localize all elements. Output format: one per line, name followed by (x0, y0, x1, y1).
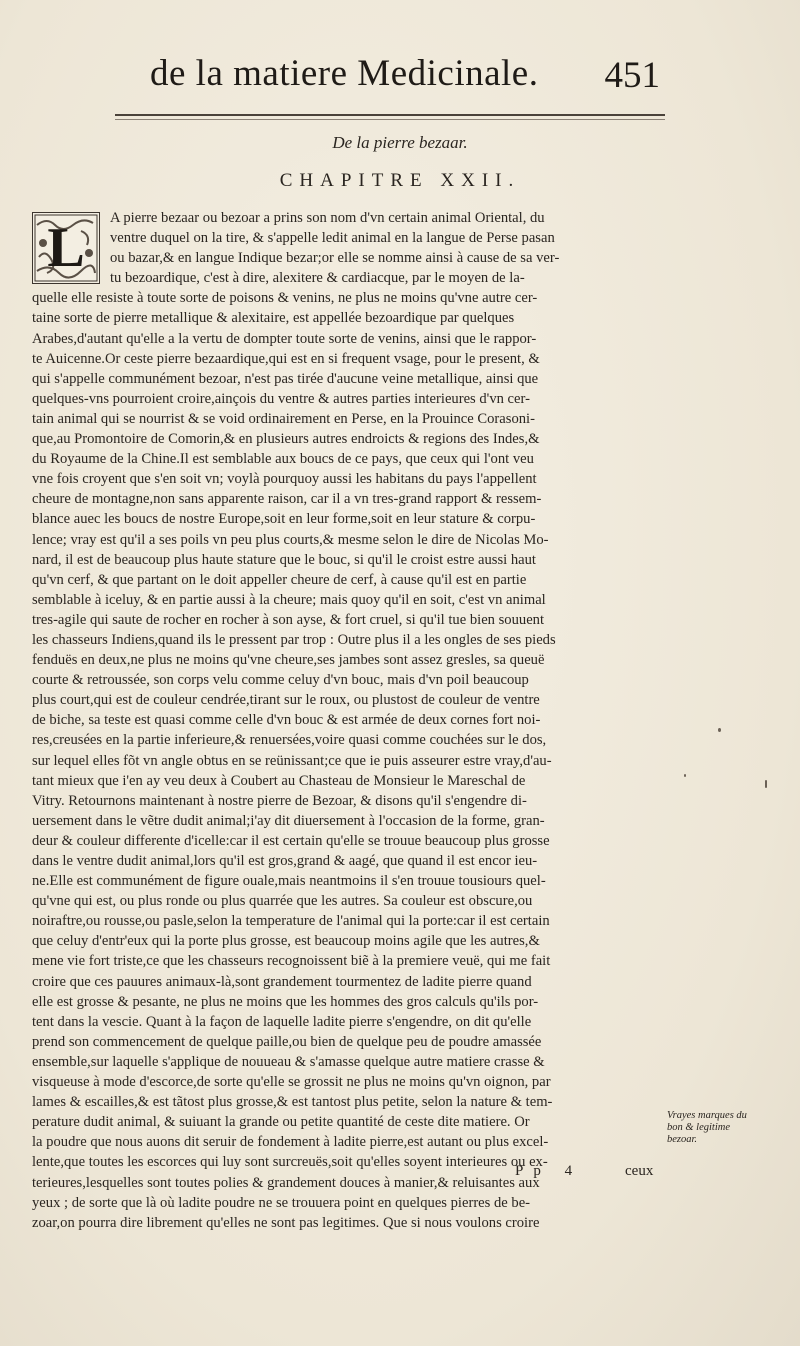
text-line: terieures,lesquelles sont toutes polies & grandement douces à manier,& reluisantes aux (32, 1174, 540, 1191)
text-line: uersement dans le vẽtre dudit animal;i'ay dit diuersement à l'occasion de la forme, gran- (32, 812, 545, 829)
drop-cap-letter: L (47, 217, 85, 279)
text-line: tu bezoardique, c'est à dire, alexitere & cardiacque, par le moyen de la- (110, 270, 525, 287)
text-line: noiraftre,ou rousse,ou pasle,selon la temperature de l'animal qui la porte:car il est certain (32, 913, 550, 930)
text-line: les chasseurs Indiens,quand ils le pressent par trop : Outre plus il a les ongles de ses pieds (32, 631, 556, 648)
text-line: lames & escailles,& est tãtost plus grosse,& est tantost plus petite, selon la nature & tem- (32, 1094, 553, 1111)
text-line: nard, il est de beaucoup plus haute stature que le bouc, si qu'il le croist estre aussi haut (32, 551, 536, 568)
page-number: 451 (604, 55, 660, 96)
text-line: Arabes,d'autant qu'elle a la vertu de dompter toute sorte de venins, ainsi que le rappor- (32, 330, 537, 347)
text-line: qu'vn cerf, & que partant on le doit appeller cheure de cerf, à cause qu'il est en partie (32, 571, 527, 588)
text-line: du Royaume de la Chine.Il est semblable aux boucs de ce pays, que ceux qui l'ont veu (32, 451, 534, 468)
text-line: deur & couleur differente d'icelle:car il est certain qu'elle se trouue beaucoup plus grosse (32, 832, 550, 849)
text-line: qui s'appelle communément bezoar, n'est pas tirée d'aucune veine metallique, ainsi que (32, 370, 539, 387)
text-line: sur lequel elles fõt vn angle obtus en se reünissant;ce que ie puis asseurer estre vray,d'au- (32, 752, 552, 769)
text-line: yeux ; de sorte que là où ladite poudre ne se trouuera point en quelques pierres de be- (32, 1194, 531, 1211)
text-line: ou bazar,& en langue Indique bezar;or elle se nomme ainsi à cause de sa ver- (110, 250, 560, 267)
running-title: de la matiere Medicinale. (150, 53, 539, 94)
text-line: Vitry. Retournons maintenant à nostre pierre de Bezoar, & disons qu'il s'engendre di- (32, 792, 527, 809)
text-line: croire que ces pauures animaux-là,sont grandement tourmentez de ladite pierre quand (32, 973, 532, 990)
catchword: ceux (625, 1163, 654, 1179)
text-line: que celuy d'entr'eux qui la porte plus grosse, est beaucoup moins agile que les autres,& (32, 933, 540, 950)
text-line: courte & retroussée, son corps velu comme celuy d'vn bouc, mais d'vn poil beaucoup (32, 672, 529, 689)
header-rule (115, 114, 665, 120)
text-line: ne.Elle est communément de figure ouale,mais neantmoins il s'en trouue tousiours quel- (32, 873, 546, 890)
paper-speck (684, 774, 686, 777)
text-line: plus court,qui est de couleur cendrée,tirant sur le roux, ou plustost de couleur de ventre (32, 692, 540, 709)
section-title: De la pierre bezaar. (332, 133, 468, 152)
text-line: lente,que toutes les escorces qui luy sont surcreuës,soit qu'elles soyent interieures ou ex- (32, 1154, 548, 1171)
chapter-heading: CHAPITRE XXII. (279, 170, 521, 191)
text-line: tant mieux que i'en ay veu deux à Coubert au Chasteau de Monsieur le Mareschal de (32, 772, 526, 789)
text-line: lence; vray est qu'il a ses poils vn peu plus courts,& mesme selon le dire de Nicolas Mo- (32, 531, 549, 548)
signature-mark: Pp 4 (515, 1163, 583, 1179)
text-line: de biche, sa teste est quasi comme celle d'vn bouc & est armée de deux cornes fort noi- (32, 712, 541, 729)
text-line: elle est grosse & pesante, ne plus ne moins que les hommes des gros calculs qu'ils por- (32, 993, 539, 1010)
text-line: blance auec les boucs de nostre Europe,soit en leur forme,soit en leur stature & corpu- (32, 511, 536, 528)
text-line: te Auicenne.Or ceste pierre bezaardique,qui est en si frequent vsage, pour le present, & (32, 350, 540, 367)
paper-speck (765, 780, 767, 788)
text-line: A pierre bezaar ou bezoar a prins son nom d'vn certain animal Oriental, du (110, 210, 545, 226)
text-line: fenduës en deux,ne plus ne moins qu'vne cheure,ses jambes sont assez gresles, sa queuë (32, 652, 545, 669)
text-line: taine sorte de pierre metallique & alexitaire, est appellée bezoardique par quelques (32, 310, 515, 327)
paper-speck (718, 728, 721, 732)
text-line: quelques-vns pourroient croire,ainçois du ventre & autres parties interieures d'vn cer- (32, 390, 530, 407)
text-line: ensemble,sur laquelle s'applique de nouueau & s'amasse quelque autre matiere crasse & (32, 1053, 545, 1070)
text-line: la poudre que nous auons dit seruir de fondement à ladite pierre,est autant ou plus excel- (32, 1134, 549, 1151)
text-line: qu'vne qui est, ou plus ronde ou plus quarrée que les autres. Sa couleur est obscure,ou (32, 893, 533, 910)
text-line: vne fois croyent que s'en soit vn; voylà pourquoy aussi les habitans du pays l'appellent (32, 471, 537, 488)
text-line: cheure de montagne,non sans apparente raison, car il a vn tres-grand rapport & ressem- (32, 491, 542, 508)
text-line: zoar,on pourra dire librement qu'elles ne sont pas legitimes. Que si nous voulons croire (32, 1214, 540, 1231)
text-line: tent dans la vescie. Quant à la façon de laquelle ladite pierre s'engendre, on dit qu'elle (32, 1013, 532, 1030)
text-line: prend son commencement de quelque paille,ou bien de quelque peu de poudre amassée (32, 1033, 542, 1050)
text-line: dans le ventre dudit animal,lors qu'il est gros,grand & aagé, que quand il est encor ieu- (32, 853, 538, 869)
text-line: res,creusées en la partie inferieure,& renuersées,voire quasi comme couchées sur le dos, (32, 732, 547, 749)
body-text (32, 208, 662, 1233)
text-line: tain animal qui se nourrist & se void ordinairement en Perse, en la Prouince Corasoni- (32, 410, 535, 427)
text-line: que,au Promontoire de Comorin,& en plusieurs autres endroicts & regions des Indes,& (32, 431, 540, 448)
text-line: mene vie fort triste,ce que les chasseurs recognoissent biẽ à la premiere veuë, qui me fait (32, 953, 551, 970)
running-head (150, 52, 660, 102)
text-line: semblable à iceluy, & en partie aussi à la cheure; mais quoy qu'il en soit, c'est vn animal (32, 591, 546, 608)
text-line: ventre duquel on la tire, & s'appelle ledit animal en la langue de Perse pasan (110, 230, 555, 247)
text-line: perature dudit animal, & suiuant la grande ou petite quantité de ceste dite matiere. Or (32, 1114, 530, 1131)
text-line: tres-agile qui saute de rocher en rocher à son ayse, & fort cruel, si qu'il tue bien souuent (32, 611, 545, 628)
text-line: quelle elle resiste à toute sorte de poisons & venins, ne plus ne moins qu'vne autre cer- (32, 290, 538, 307)
marginal-note: Vrayes marques du bon & legitime bezoar. (667, 1110, 747, 1145)
text-line: visqueuse à mode d'escorce,de sorte qu'elle se grossit ne plus ne moins qu'vn oignon, par (32, 1074, 551, 1091)
